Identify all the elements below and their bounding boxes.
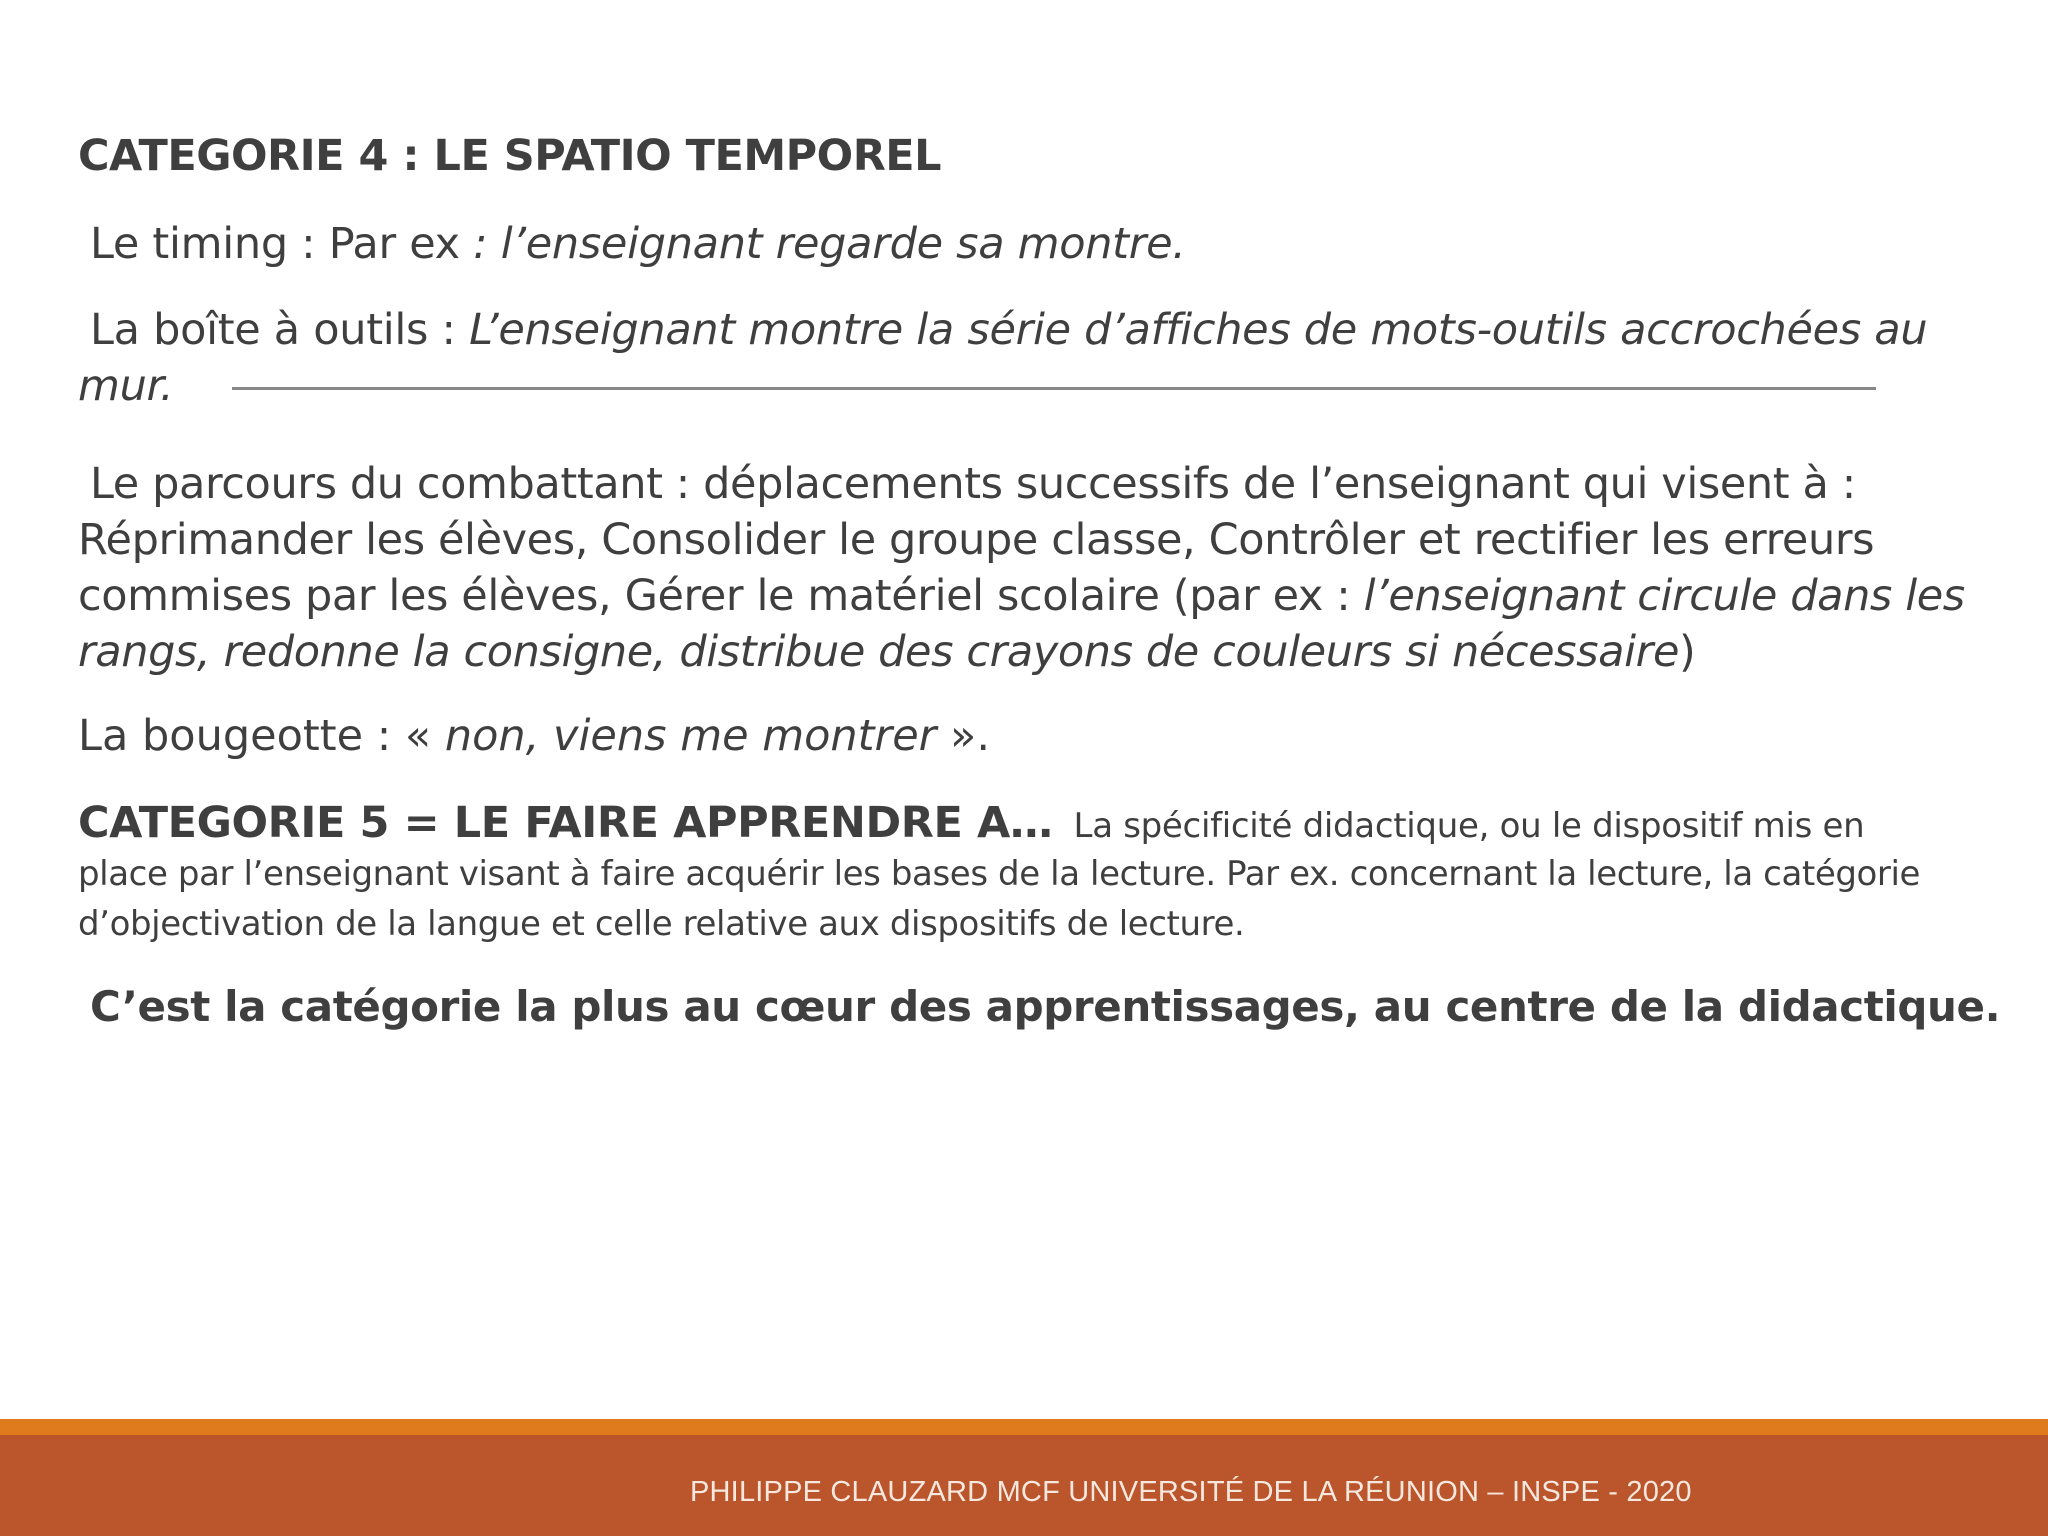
bougeotte-label: La bougeotte : « bbox=[78, 711, 445, 761]
parcours-item bbox=[78, 456, 2008, 680]
toolbox-example: L’enseignant montre la série d’affiches de mots-outils accrochées au mur. bbox=[78, 305, 1928, 411]
category-5-description: place par l’enseignant visant à faire acquérir les bases de la lecture. Par ex. concernant la lecture, la catégorie d’objectivation de la langue et celle relative aux dispositifs de lecture. bbox=[78, 854, 1921, 944]
bougeotte-close: ». bbox=[936, 711, 990, 761]
footer-credit: PHILIPPE CLAUZARD MCF UNIVERSITÉ DE LA RÉUNION – INSPE - 2020 bbox=[690, 1476, 1692, 1508]
category-5-intro: La spécificité didactique, ou le dispositif mis en bbox=[1073, 806, 1865, 846]
timing-label: Le timing : Par ex bbox=[90, 219, 460, 269]
category-5-block bbox=[78, 798, 2008, 851]
footer-accent-band bbox=[0, 1419, 2048, 1435]
parcours-example: l’enseignant circule dans les rangs, redonne la consigne, distribue des crayons de couleurs si nécessaire bbox=[78, 571, 1965, 677]
slide-content bbox=[78, 128, 2008, 1035]
toolbox-item bbox=[78, 302, 2008, 414]
category-4-title: CATEGORIE 4 : LE SPATIO TEMPOREL bbox=[78, 131, 942, 181]
toolbox-label: La boîte à outils : bbox=[90, 305, 470, 355]
parcours-label: Le parcours du combattant : déplacements successifs de l’enseignant qui visent à : Réprimander les élèves, Consolider le groupe classe, Contrôler et rectifier les erreurs commises par les élèves, Gérer le matériel scolaire (par ex : bbox=[78, 459, 1875, 621]
divider-line bbox=[232, 387, 1876, 390]
category-5-title: CATEGORIE 5 = LE FAIRE APPRENDRE A… bbox=[78, 798, 1053, 848]
bougeotte-item bbox=[78, 708, 2008, 764]
parcours-close: ) bbox=[1679, 627, 1696, 677]
conclusion-statement: C’est la catégorie la plus au cœur des apprentissages, au centre de la didactique. bbox=[90, 982, 2001, 1031]
timing-item bbox=[78, 216, 2008, 272]
bougeotte-example: non, viens me montrer bbox=[444, 711, 937, 761]
timing-example: : l’enseignant regarde sa montre. bbox=[459, 219, 1186, 269]
